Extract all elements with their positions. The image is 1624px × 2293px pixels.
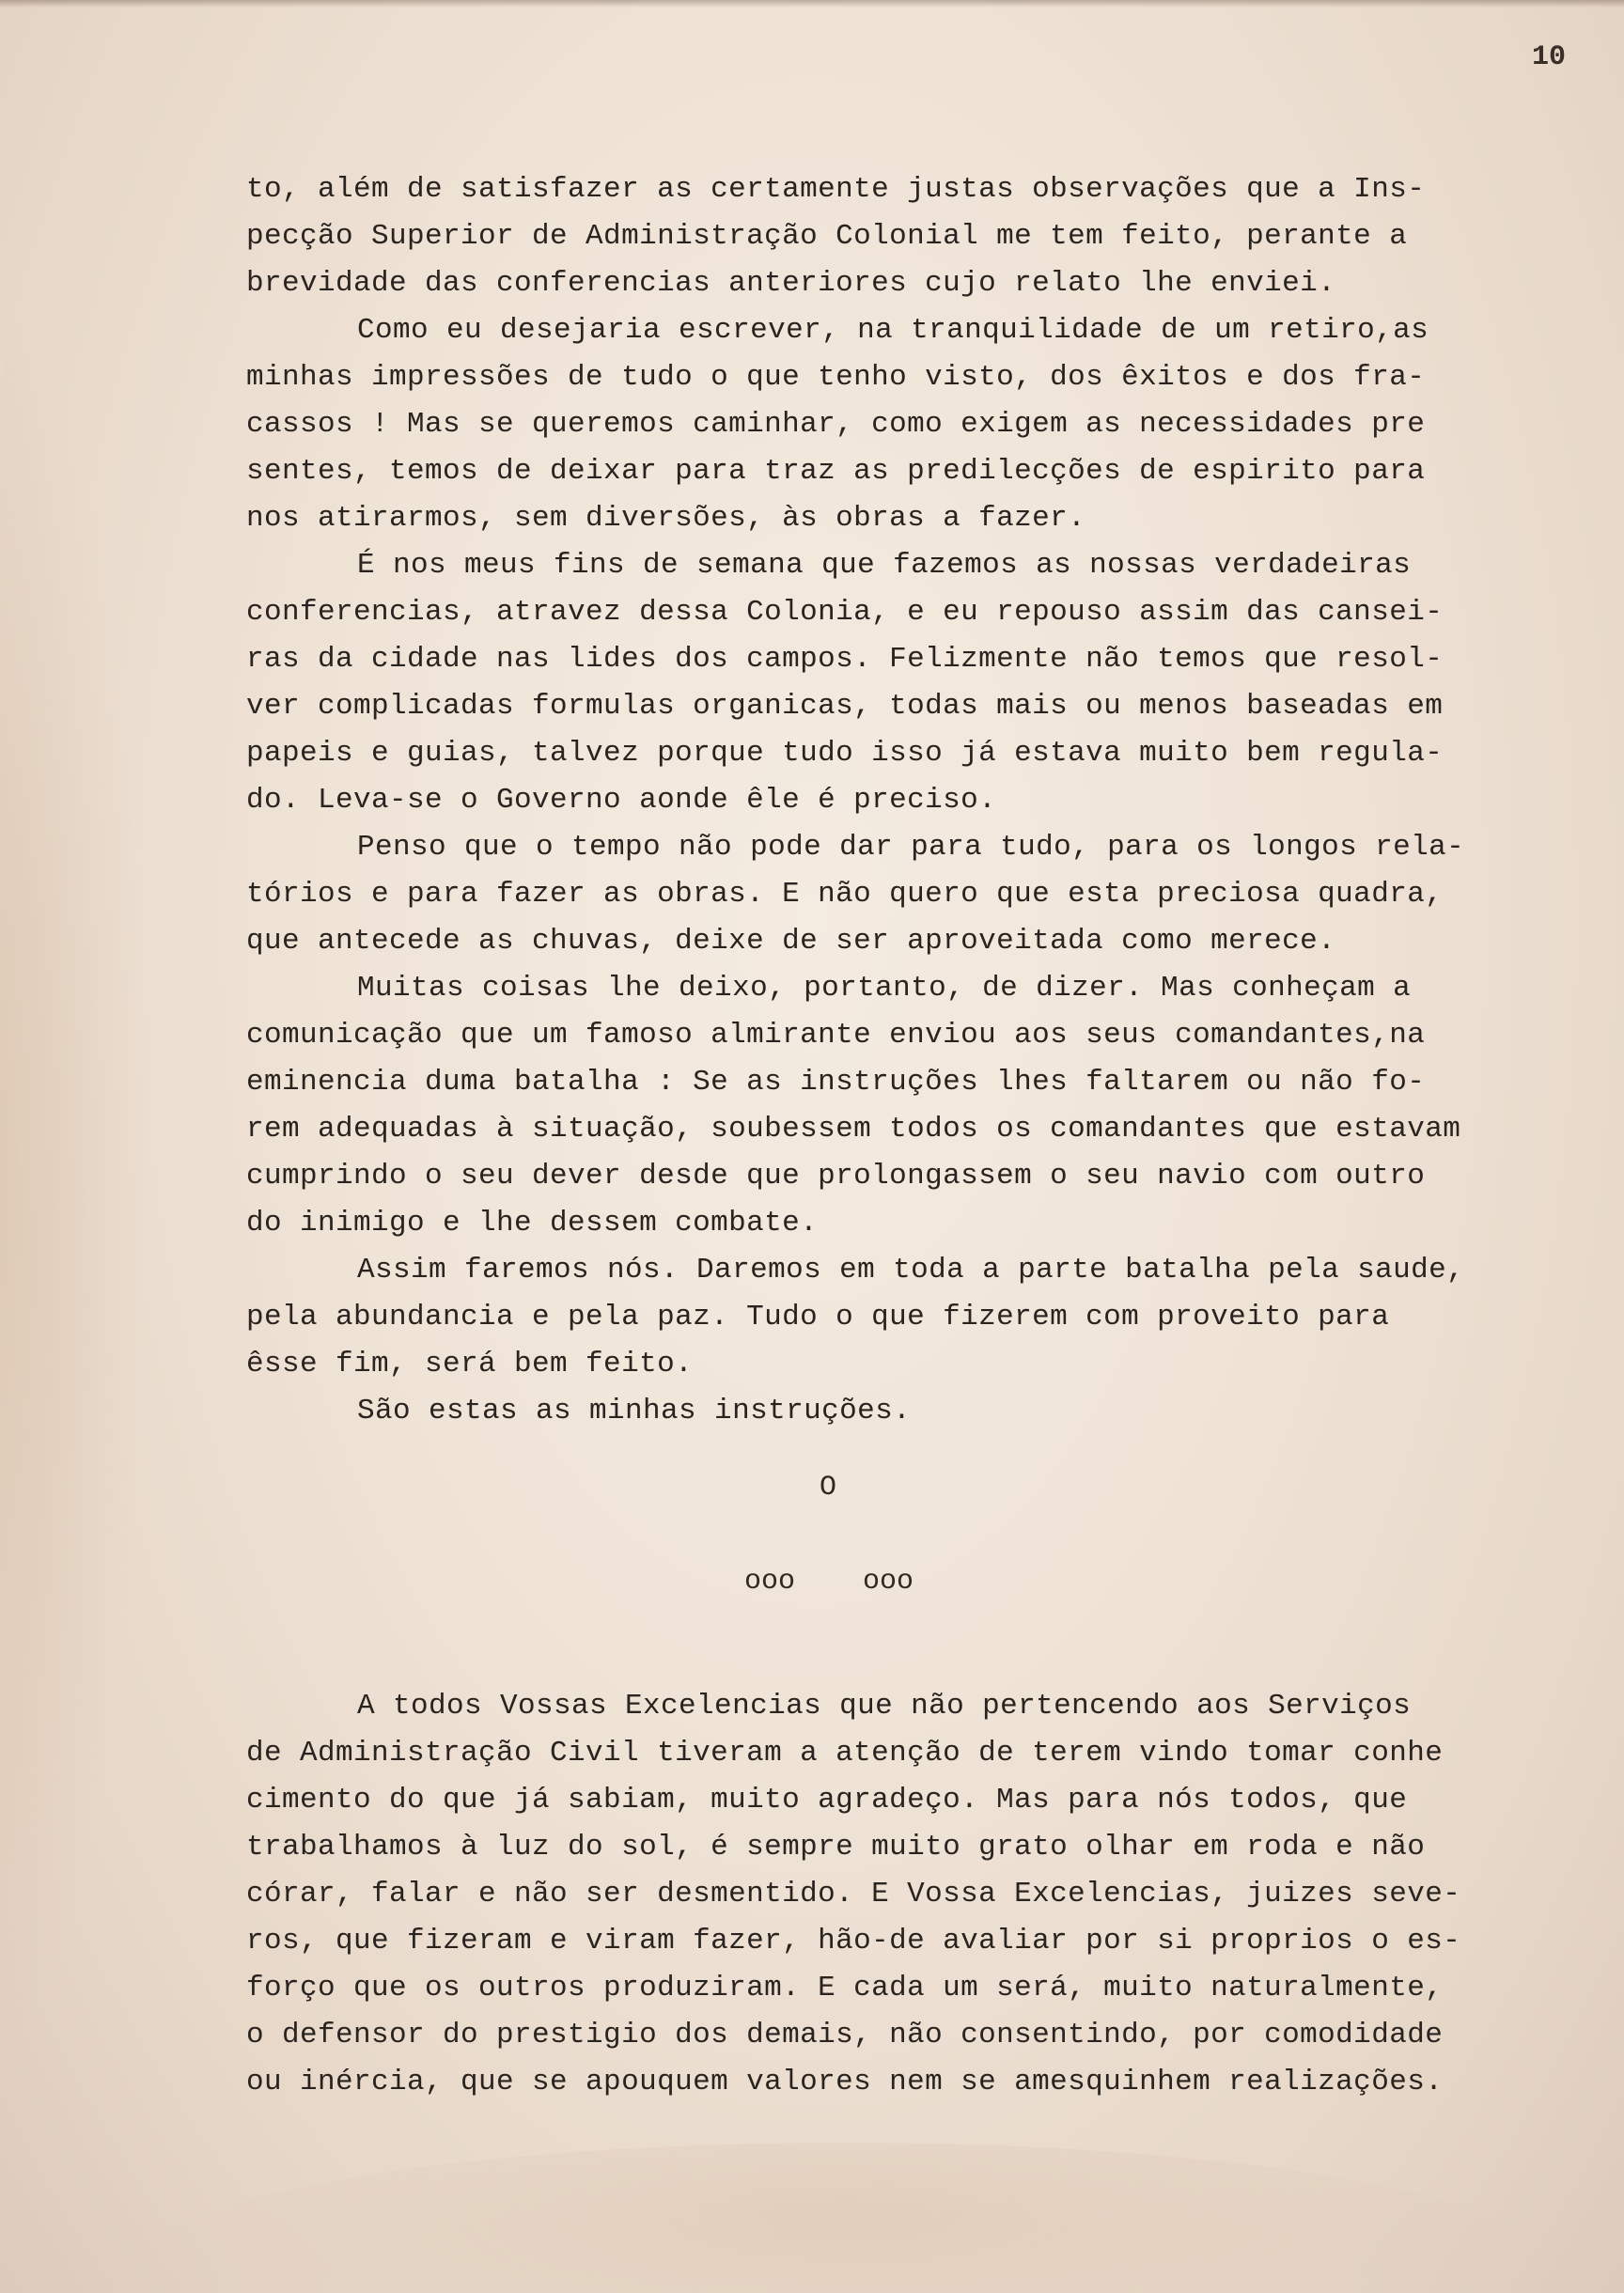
page-number: 10 bbox=[1531, 41, 1566, 73]
text-line: São estas as minhas instruções. bbox=[357, 1395, 912, 1427]
text-line: tórios e para fazer as obras. E não quero que esta preciosa quadra, bbox=[246, 878, 1444, 911]
text-line: pecção Superior de Administração Colonial me tem feito, perante a bbox=[246, 220, 1408, 253]
text-line: papeis e guias, talvez porque tudo isso já estava muito bem regula- bbox=[246, 737, 1444, 770]
text-line: Penso que o tempo não pode dar para tudo, para os longos rela- bbox=[357, 831, 1465, 864]
paper-top-edge bbox=[0, 0, 1624, 8]
text-line: cumprindo o seu dever desde que prolongassem o seu navio com outro bbox=[246, 1160, 1426, 1193]
text-line: de Administração Civil tiveram a atenção de terem vindo tomar conhe bbox=[246, 1737, 1444, 1770]
text-line: brevidade das conferencias anteriores cujo relato lhe enviei. bbox=[246, 267, 1336, 300]
paper-stain-bottom bbox=[141, 2143, 1551, 2293]
text-line: trabalhamos à luz do sol, é sempre muito grato olhar em roda e não bbox=[246, 1831, 1426, 1864]
text-line: Assim faremos nós. Daremos em toda a parte batalha pela saude, bbox=[357, 1254, 1465, 1287]
text-line: Muitas coisas lhe deixo, portanto, de dizer. Mas conheçam a bbox=[357, 972, 1412, 1005]
text-line: sentes, temos de deixar para traz as predilecções de espirito para bbox=[246, 455, 1426, 488]
text-line: pela abundancia e pela paz. Tudo o que fizerem com proveito para bbox=[246, 1301, 1390, 1334]
text-line: minhas impressões de tudo o que tenho visto, dos êxitos e dos fra- bbox=[246, 361, 1426, 394]
text-line: rem adequadas à situação, soubessem todos os comandantes que estavam bbox=[246, 1113, 1461, 1146]
text-line: A todos Vossas Excelencias que não pertencendo aos Serviços bbox=[357, 1690, 1412, 1723]
text-line: eminencia duma batalha : Se as instruções lhes faltarem ou não fo- bbox=[246, 1066, 1426, 1099]
text-line: to, além de satisfazer as certamente justas observações que a Ins- bbox=[246, 173, 1426, 206]
paper-stain-left bbox=[0, 282, 150, 2067]
text-line: que antecede as chuvas, deixe de ser aproveitada como merece. bbox=[246, 925, 1336, 958]
section-1-text bbox=[246, 175, 1543, 1443]
separator-mark: O bbox=[820, 1472, 837, 1504]
text-line: cimento do que já sabiam, muito agradeço. Mas para nós todos, que bbox=[246, 1784, 1408, 1817]
text-line: comunicação que um famoso almirante enviou aos seus comandantes,na bbox=[246, 1019, 1426, 1052]
text-line: ros, que fizeram e viram fazer, hão-de avaliar por si proprios o es- bbox=[246, 1925, 1461, 1958]
separator-ornament: ooo ooo bbox=[744, 1566, 914, 1598]
text-line: do inimigo e lhe dessem combate. bbox=[246, 1207, 819, 1240]
section-2-text bbox=[246, 1692, 1543, 2114]
text-line: ver complicadas formulas organicas, todas mais ou menos baseadas em bbox=[246, 690, 1444, 723]
text-line: conferencias, atravez dessa Colonia, e eu repouso assim das cansei- bbox=[246, 596, 1444, 629]
text-line: do. Leva-se o Governo aonde êle é preciso. bbox=[246, 784, 997, 817]
text-line: o defensor do prestigio dos demais, não consentindo, por comodidade bbox=[246, 2019, 1444, 2051]
text-line: É nos meus fins de semana que fazemos as nossas verdadeiras bbox=[357, 549, 1412, 582]
text-line: Como eu desejaria escrever, na tranquilidade de um retiro,as bbox=[357, 314, 1429, 347]
text-line: forço que os outros produziram. E cada um será, muito naturalmente, bbox=[246, 1972, 1444, 2004]
text-line: ras da cidade nas lides dos campos. Felizmente não temos que resol- bbox=[246, 643, 1444, 676]
text-line: ou inércia, que se apouquem valores nem se amesquinhem realizações. bbox=[246, 2066, 1444, 2098]
text-line: córar, falar e não ser desmentido. E Vossa Excelencias, juizes seve- bbox=[246, 1878, 1461, 1911]
text-line: cassos ! Mas se queremos caminhar, como exigem as necessidades pre bbox=[246, 408, 1426, 441]
text-line: nos atirarmos, sem diversões, às obras a fazer. bbox=[246, 502, 1086, 535]
text-line: êsse fim, será bem feito. bbox=[246, 1348, 694, 1380]
